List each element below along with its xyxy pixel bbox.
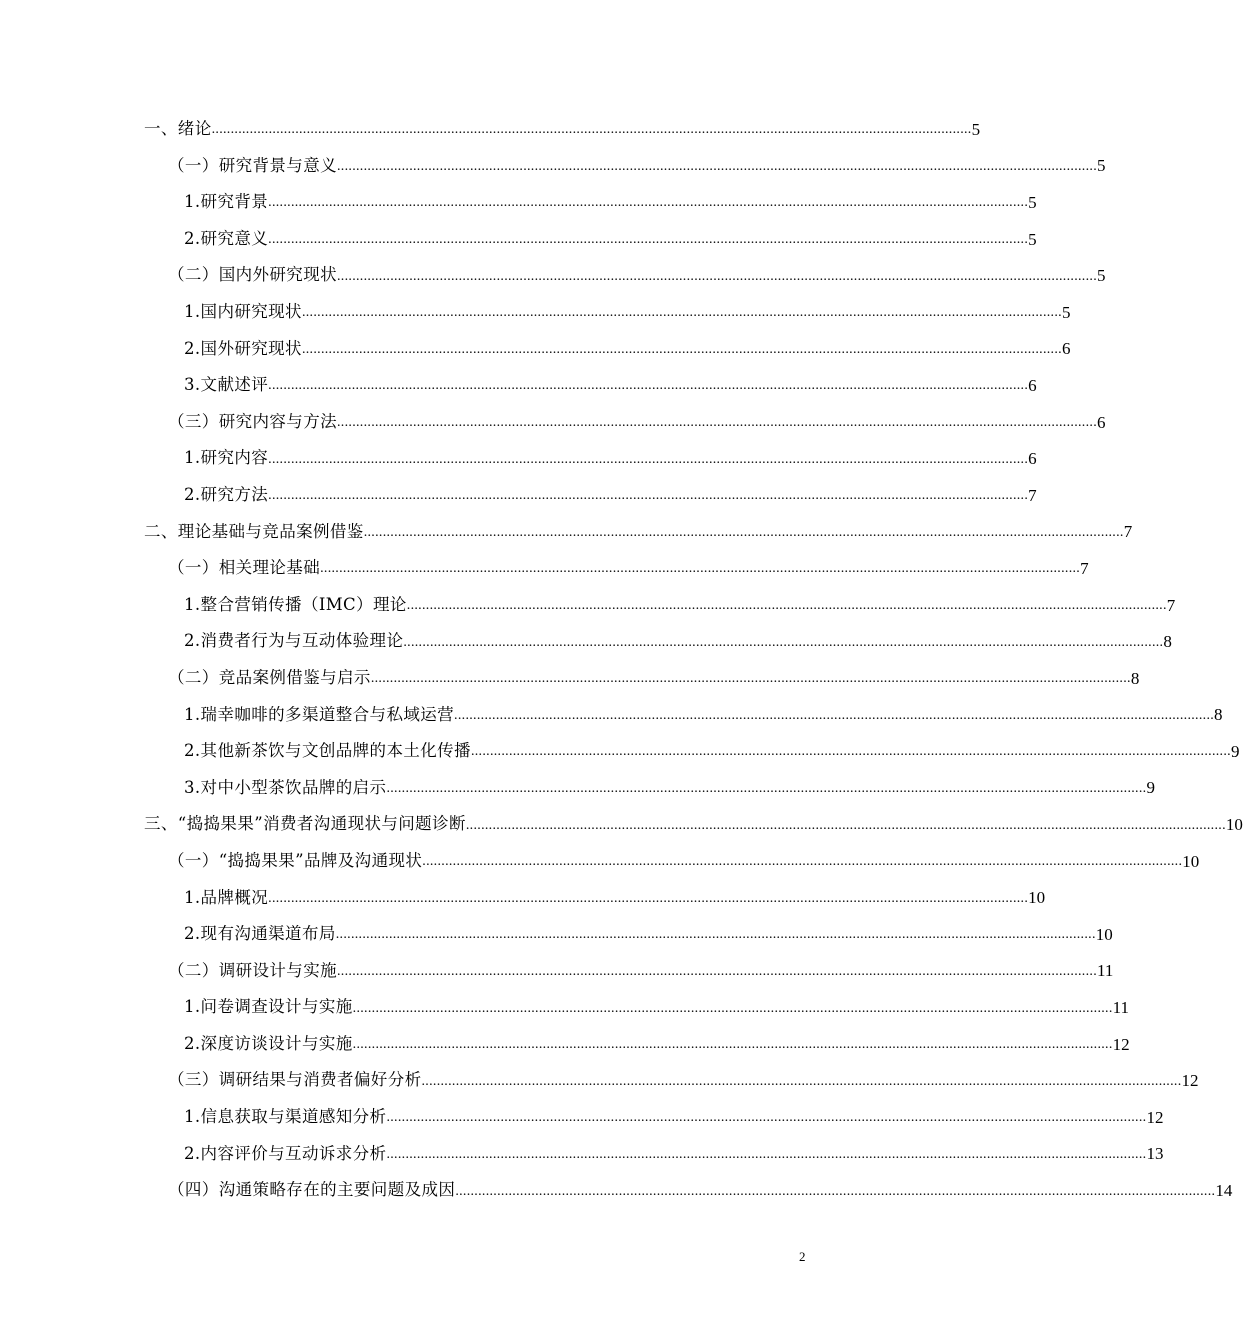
toc-entry-page: 10 xyxy=(1028,888,1046,908)
toc-entry-title: 1.研究背景 xyxy=(184,192,269,212)
toc-leader-dots: ........................................................................................................................................................................................................ xyxy=(406,598,1167,614)
toc-entry-title: 3.文献述评 xyxy=(184,375,269,395)
toc-entry-title: 2.深度访谈设计与实施 xyxy=(184,1033,353,1053)
toc-entry-page: 8 xyxy=(1163,632,1172,652)
toc-entry[interactable] xyxy=(0,1136,1164,1173)
toc-entry-page: 5 xyxy=(1061,302,1071,322)
toc-entry[interactable] xyxy=(0,1062,1199,1099)
toc-entry[interactable] xyxy=(0,1172,1233,1209)
toc-leader-dots: ........................................................................................................................................................................................................ xyxy=(337,415,1097,431)
toc-entry-page: 6 xyxy=(1028,375,1037,395)
toc-entry-page: 5 xyxy=(1028,229,1037,249)
toc-entry-title: （二）调研设计与实施 xyxy=(168,960,337,980)
toc-entry-page: 10 xyxy=(1095,924,1113,944)
toc-entry-page: 6 xyxy=(1061,339,1071,359)
toc-entry-title: 2.研究方法 xyxy=(184,484,269,504)
toc-leader-dots: ........................................................................................................................................................................................................ xyxy=(268,488,1029,504)
toc-entry-page: 13 xyxy=(1146,1144,1164,1164)
toc-entry[interactable] xyxy=(0,1026,1130,1063)
toc-entry[interactable] xyxy=(0,440,1037,477)
toc-entry-page: 12 xyxy=(1112,1034,1130,1054)
toc-entry[interactable] xyxy=(0,989,1130,1026)
toc-leader-dots: ........................................................................................................................................................................................................ xyxy=(301,341,1062,357)
toc-entry[interactable] xyxy=(0,221,1037,258)
toc-leader-dots: ........................................................................................................................................................................................................ xyxy=(268,378,1029,394)
toc-entry[interactable] xyxy=(0,514,1133,551)
toc-entry[interactable] xyxy=(0,111,981,148)
toc-entry[interactable] xyxy=(0,294,1071,331)
toc-entry-page: 8 xyxy=(1214,705,1223,725)
toc-entry[interactable] xyxy=(0,953,1114,990)
toc-entry-title: （二）国内外研究现状 xyxy=(168,265,337,285)
toc-entry-page: 14 xyxy=(1215,1181,1233,1201)
toc-entry-title: 三、“捣捣果果”消费者沟通现状与问题诊断 xyxy=(144,814,466,834)
toc-entry-title: （四）沟通策略存在的主要问题及成因 xyxy=(168,1180,456,1200)
toc-leader-dots: ........................................................................................................................................................................................................ xyxy=(454,707,1215,723)
toc-leader-dots: ........................................................................................................................................................................................................ xyxy=(268,195,1029,211)
toc-leader-dots: ........................................................................................................................................................................................................ xyxy=(422,854,1183,870)
toc-entry-page: 11 xyxy=(1112,998,1130,1018)
toc-entry-page: 5 xyxy=(1097,266,1106,286)
toc-leader-dots: ........................................................................................................................................................................................................ xyxy=(352,1000,1113,1016)
toc-entry-title: 2.现有沟通渠道布局 xyxy=(184,924,336,944)
toc-entry-page: 5 xyxy=(1097,156,1106,176)
toc-entry[interactable] xyxy=(0,257,1106,294)
toc-entry-page: 5 xyxy=(1028,192,1037,212)
toc-leader-dots: ........................................................................................................................................................................................................ xyxy=(386,1110,1147,1126)
toc-entry-title: 1.问卷调查设计与实施 xyxy=(184,997,353,1017)
toc-leader-dots: ........................................................................................................................................................................................................ xyxy=(352,1037,1113,1053)
toc-entry-page: 10 xyxy=(1225,815,1243,835)
toc-entry-title: 1.品牌概况 xyxy=(184,887,269,907)
toc-entry-page: 7 xyxy=(1166,595,1176,615)
toc-entry[interactable] xyxy=(0,367,1037,404)
toc-entry-page: 10 xyxy=(1182,851,1200,871)
toc-entry[interactable] xyxy=(0,404,1106,441)
toc-entry[interactable] xyxy=(0,331,1071,368)
toc-entry-page: 7 xyxy=(1080,558,1089,578)
toc-entry-page: 7 xyxy=(1123,522,1133,542)
toc-leader-dots: ........................................................................................................................................................................................................ xyxy=(301,305,1062,321)
toc-leader-dots: ........................................................................................................................................................................................................ xyxy=(386,780,1147,796)
toc-entry-page: 5 xyxy=(971,119,981,139)
toc-entry-page: 7 xyxy=(1028,485,1037,505)
toc-leader-dots: ........................................................................................................................................................................................................ xyxy=(337,158,1097,174)
toc-entry[interactable] xyxy=(0,697,1223,734)
toc-entry-title: （一）“捣捣果果”品牌及沟通现状 xyxy=(168,850,423,870)
toc-entry-title: 1.信息获取与渠道感知分析 xyxy=(184,1107,387,1127)
toc-entry-page: 6 xyxy=(1028,449,1037,469)
toc-entry[interactable] xyxy=(0,770,1155,807)
toc-entry-title: 2.国外研究现状 xyxy=(184,338,302,358)
toc-leader-dots: ........................................................................................................................................................................................................ xyxy=(403,634,1164,650)
toc-entry[interactable] xyxy=(0,916,1113,953)
toc-entry-title: 1.国内研究现状 xyxy=(184,302,302,322)
toc-entry-page: 9 xyxy=(1146,778,1155,798)
page-number: 2 xyxy=(799,1249,806,1264)
toc-leader-dots: ........................................................................................................................................................................................................ xyxy=(211,122,972,138)
toc-entry[interactable] xyxy=(0,477,1037,514)
toc-leader-dots: ........................................................................................................................................................................................................ xyxy=(421,1073,1182,1089)
toc-entry[interactable] xyxy=(0,184,1037,221)
toc-leader-dots: ........................................................................................................................................................................................................ xyxy=(337,963,1097,979)
toc-entry-title: 3.对中小型茶饮品牌的启示 xyxy=(184,777,387,797)
toc-entry-title: 2.其他新茶饮与文创品牌的本土化传播 xyxy=(184,741,471,761)
toc-leader-dots: ........................................................................................................................................................................................................ xyxy=(320,561,1081,577)
toc-leader-dots: ........................................................................................................................................................................................................ xyxy=(370,671,1131,687)
toc-entry-title: 2.消费者行为与互动体验理论 xyxy=(184,631,404,651)
toc-entry-page: 12 xyxy=(1146,1107,1164,1127)
toc-entry[interactable] xyxy=(0,660,1140,697)
toc-leader-dots: ........................................................................................................................................................................................................ xyxy=(337,268,1097,284)
toc-leader-dots: ........................................................................................................................................................................................................ xyxy=(268,451,1029,467)
toc-leader-dots: ........................................................................................................................................................................................................ xyxy=(465,817,1226,833)
toc-entry-page: 8 xyxy=(1130,668,1140,688)
toc-entry[interactable] xyxy=(0,550,1089,587)
toc-entry[interactable] xyxy=(0,148,1106,185)
toc-leader-dots: ........................................................................................................................................................................................................ xyxy=(455,1183,1216,1199)
toc-entry-title: 2.研究意义 xyxy=(184,228,269,248)
toc-entry-title: （三）研究内容与方法 xyxy=(168,411,337,431)
toc-leader-dots: ........................................................................................................................................................................................................ xyxy=(268,232,1029,248)
toc-entry[interactable] xyxy=(0,806,1243,843)
toc-entry-page: 6 xyxy=(1097,412,1106,432)
toc-entry[interactable] xyxy=(0,879,1046,916)
toc-entry-title: （一）研究背景与意义 xyxy=(168,155,337,175)
toc-entry-title: （一）相关理论基础 xyxy=(168,558,321,578)
toc-entry-title: 1.研究内容 xyxy=(184,448,269,468)
toc-entry[interactable] xyxy=(0,843,1200,880)
toc-leader-dots: ........................................................................................................................................................................................................ xyxy=(386,1146,1147,1162)
toc-entry-title: 2.内容评价与互动诉求分析 xyxy=(184,1143,387,1163)
toc-entry-title: 1.瑞幸咖啡的多渠道整合与私域运营 xyxy=(184,704,455,724)
toc-entry-title: 二、理论基础与竞品案例借鉴 xyxy=(144,521,364,541)
toc-entry[interactable] xyxy=(0,1099,1164,1136)
toc-leader-dots: ........................................................................................................................................................................................................ xyxy=(335,927,1096,943)
toc-entry-title: （三）调研结果与消费者偏好分析 xyxy=(168,1070,422,1090)
toc-entry-title: （二）竞品案例借鉴与启示 xyxy=(168,667,371,687)
toc-entry-title: 1.整合营销传播（IMC）理论 xyxy=(184,594,407,614)
toc-entry-page: 9 xyxy=(1230,741,1240,761)
toc-entry[interactable] xyxy=(0,587,1176,624)
toc-leader-dots: ........................................................................................................................................................................................................ xyxy=(470,744,1231,760)
toc-leader-dots: ........................................................................................................................................................................................................ xyxy=(363,524,1124,540)
table-of-contents xyxy=(0,111,1243,1209)
toc-entry-page: 11 xyxy=(1097,961,1114,981)
toc-entry[interactable] xyxy=(0,623,1172,660)
toc-entry-title: 一、绪论 xyxy=(144,119,212,139)
toc-entry-page: 12 xyxy=(1181,1071,1199,1091)
toc-leader-dots: ........................................................................................................................................................................................................ xyxy=(268,890,1029,906)
toc-entry[interactable] xyxy=(0,733,1240,770)
